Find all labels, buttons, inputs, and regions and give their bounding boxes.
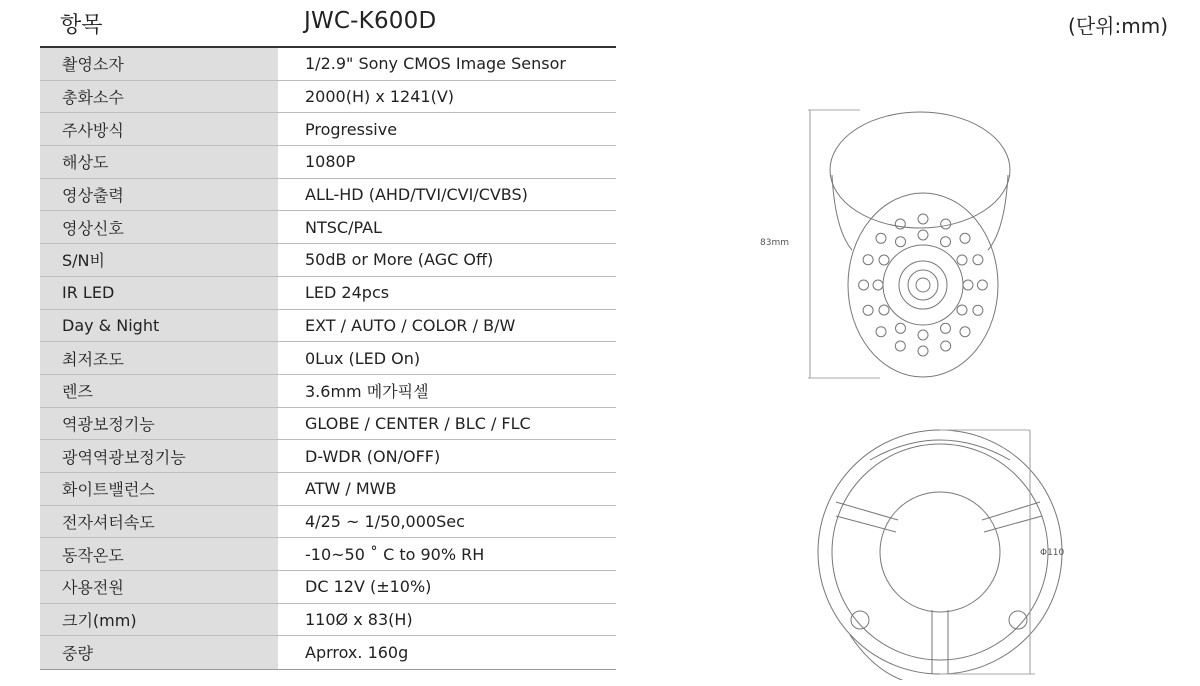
spec-row — [40, 146, 616, 179]
spec-row — [40, 408, 616, 441]
spec-row — [40, 310, 616, 343]
spec-label: 해상도 — [40, 146, 278, 178]
spec-value: 3.6mm 메가픽셀 — [305, 382, 429, 402]
unit-label: (단위:mm) — [1068, 14, 1168, 38]
spec-value: 1080P — [305, 152, 356, 172]
spec-value: Aprrox. 160g — [305, 643, 409, 663]
spec-label: 광역역광보정기능 — [40, 440, 278, 472]
spec-label: S/N비 — [40, 244, 278, 276]
side-view-drawing — [808, 110, 1010, 378]
spec-label: 화이트밸런스 — [40, 473, 278, 505]
spec-value: 110Ø x 83(H) — [305, 610, 413, 630]
spec-label: 렌즈 — [40, 375, 278, 407]
spec-row — [40, 506, 616, 539]
ir-led-icon — [963, 280, 973, 290]
spec-row — [40, 244, 616, 277]
spec-row — [40, 342, 616, 375]
ir-led-icon — [918, 214, 928, 224]
spec-label: 최저조도 — [40, 342, 278, 374]
ir-led-icon — [896, 237, 906, 247]
ir-led-icon — [977, 280, 987, 290]
ir-led-icon — [941, 341, 951, 351]
ir-led-icon — [896, 323, 906, 333]
spec-row — [40, 179, 616, 212]
ir-led-icon — [941, 323, 951, 333]
height-dimension-label: 83mm — [760, 238, 789, 248]
ir-led-icon — [918, 346, 928, 356]
ir-led-icon — [973, 255, 983, 265]
spec-row — [40, 538, 616, 571]
spec-row — [40, 48, 616, 81]
ir-led-icon — [941, 219, 951, 229]
ir-led-icon — [876, 233, 886, 243]
ir-led-icon — [873, 280, 883, 290]
spec-row — [40, 375, 616, 408]
spec-value: DC 12V (±10%) — [305, 577, 432, 597]
ir-led-icon — [863, 255, 873, 265]
spec-row — [40, 211, 616, 244]
ir-led-icon — [960, 233, 970, 243]
ir-led-icon — [957, 305, 967, 315]
spec-label: 크기(mm) — [40, 604, 278, 636]
spec-label: 중량 — [40, 636, 278, 669]
spec-value: Progressive — [305, 119, 398, 139]
spec-value: 50dB or More (AGC Off) — [305, 250, 494, 270]
spec-label: 동작온도 — [40, 538, 278, 570]
spec-value: 2000(H) x 1241(V) — [305, 87, 455, 107]
spec-table — [40, 46, 616, 670]
ir-led-icon — [863, 305, 873, 315]
spec-value: NTSC/PAL — [305, 217, 382, 237]
ir-led-icon — [941, 237, 951, 247]
spec-value: ATW / MWB — [305, 479, 397, 499]
spec-row — [40, 81, 616, 114]
spec-value: EXT / AUTO / COLOR / B/W — [305, 315, 516, 335]
spec-row — [40, 571, 616, 604]
spec-row — [40, 440, 616, 473]
ir-led-icon — [918, 330, 928, 340]
ir-led-icon — [895, 219, 905, 229]
ir-led-icon — [895, 341, 905, 351]
spec-row — [40, 636, 616, 669]
ir-led-icon — [918, 230, 928, 240]
ir-led-icon — [957, 255, 967, 265]
spec-label: 역광보정기능 — [40, 408, 278, 440]
spec-label: 촬영소자 — [40, 48, 278, 80]
spec-label: 사용전원 — [40, 571, 278, 603]
spec-value: GLOBE / CENTER / BLC / FLC — [305, 413, 531, 433]
spec-value: D-WDR (ON/OFF) — [305, 446, 441, 466]
spec-value: 4/25 ~ 1/50,000Sec — [305, 511, 465, 531]
spec-value: -10~50 ˚ C to 90% RH — [305, 544, 485, 564]
ir-led-icon — [879, 255, 889, 265]
spec-value: ALL-HD (AHD/TVI/CVI/CVBS) — [305, 185, 528, 205]
ir-led-icon — [859, 280, 869, 290]
spec-value: 1/2.9" Sony CMOS Image Sensor — [305, 54, 566, 74]
spec-label: 총화소수 — [40, 81, 278, 113]
ir-led-icon — [876, 327, 886, 337]
top-view-drawing — [818, 430, 1062, 680]
spec-value: LED 24pcs — [305, 283, 390, 303]
ir-led-icon — [973, 305, 983, 315]
spec-row — [40, 113, 616, 146]
spec-row — [40, 604, 616, 637]
spec-label: Day & Night — [40, 310, 278, 342]
ir-led-icon — [960, 327, 970, 337]
spec-label: IR LED — [40, 277, 278, 309]
spec-row — [40, 277, 616, 310]
model-name: JWC-K600D — [304, 8, 437, 34]
spec-label: 영상신호 — [40, 211, 278, 243]
spec-label: 주사방식 — [40, 113, 278, 145]
spec-row — [40, 473, 616, 506]
spec-label: 전자셔터속도 — [40, 506, 278, 538]
spec-value: 0Lux (LED On) — [305, 348, 421, 368]
ir-led-icon — [879, 305, 889, 315]
diameter-dimension-label: Φ110 — [1040, 548, 1065, 558]
header-item-label: 항목 — [60, 13, 103, 38]
camera-drawing — [740, 90, 1180, 680]
spec-label: 영상출력 — [40, 179, 278, 211]
